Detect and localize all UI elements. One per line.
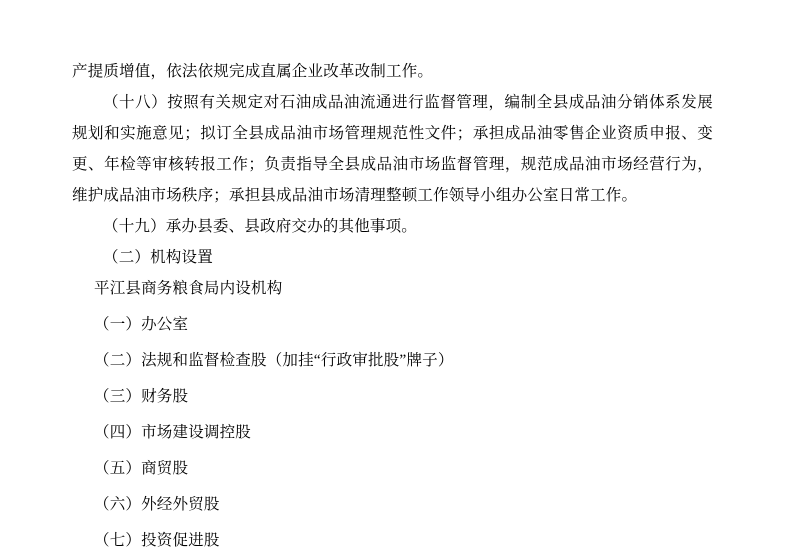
org-list-item-4: （四）市场建设调控股 [94, 424, 252, 441]
document-body [72, 56, 713, 559]
paragraph-continuation: 产提质增值，依法依规完成直属企业改革改制工作。 [72, 63, 434, 80]
org-list-item-2: （二）法规和监督检查股（加挂“行政审批股”牌子） [94, 352, 454, 369]
org-list-item-6: （六）外经外贸股 [94, 496, 220, 513]
paragraph-item-18: （十八）按照有关规定对石油成品油流通进行监督管理，编制全县成品油分销体系发展规划和实施意见；拟订全县成品油市场管理规范性文件；承担成品油零售企业资质申报、变更、年检等审核转报工作；负责指导全县成品油市场监督管理，规范成品油市场经营行为，维护成品油市场秩序；承担县成品油市场清理整顿工作领导小组办公室日常工作。 [72, 94, 713, 204]
paragraph-item-19: （十九）承办县委、县政府交办的其他事项。 [103, 218, 418, 235]
org-list-item-3: （三）财务股 [94, 388, 189, 405]
org-list-item-7: （七）投资促进股 [94, 532, 220, 549]
paragraph-organization-title: 平江县商务粮食局内设机构 [94, 280, 283, 297]
org-list-item-1: （一）办公室 [94, 316, 189, 333]
paragraph-section-organization-setup: （二）机构设置 [103, 249, 213, 266]
org-list-item-5: （五）商贸股 [94, 460, 189, 477]
